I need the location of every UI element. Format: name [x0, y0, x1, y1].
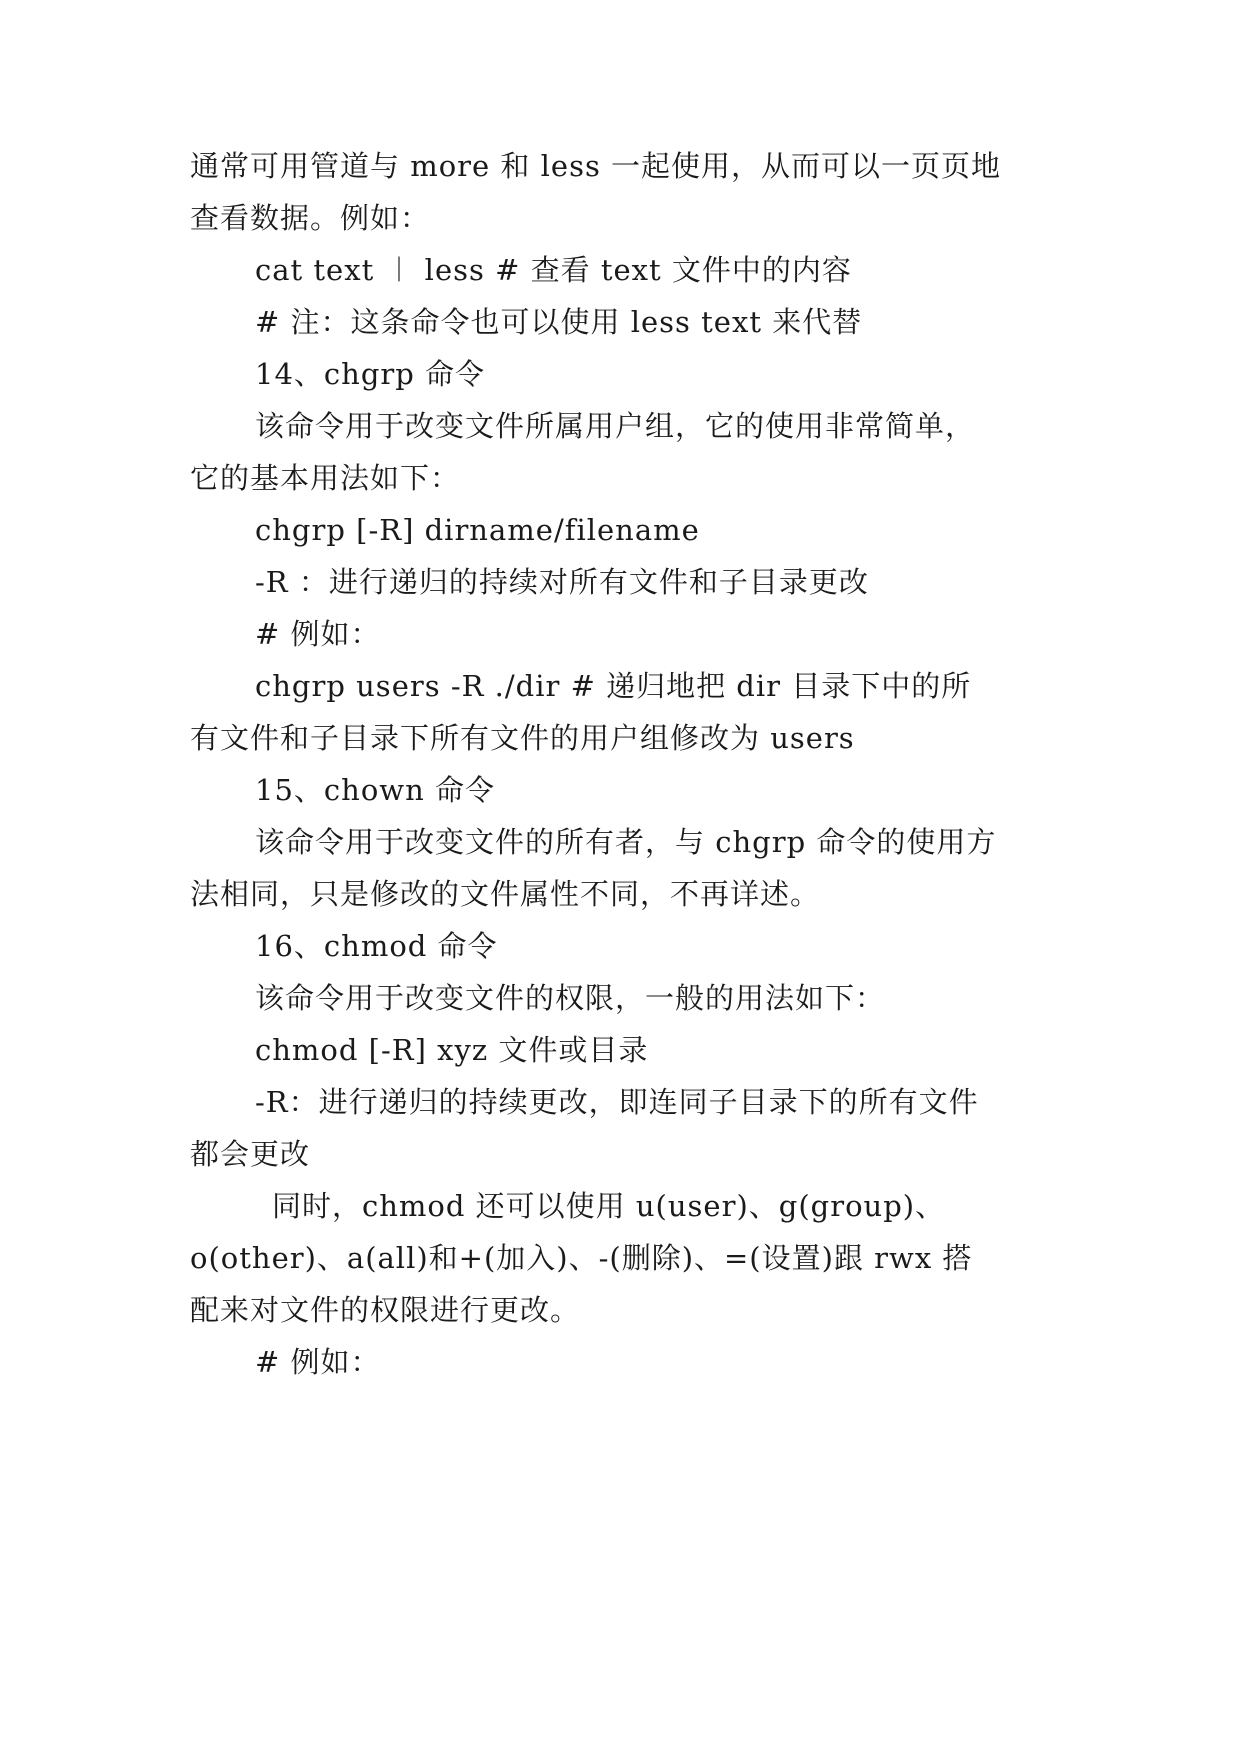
option-description: -R：进行递归的持续更改，即连同子目录下的所有文件: [255, 1085, 979, 1119]
paragraph-line: 它的基本用法如下：: [190, 461, 461, 495]
section-heading: 16、chmod 命令: [255, 929, 498, 963]
comment-line: # 例如：: [255, 617, 381, 651]
option-description: -R ：进行递归的持续对所有文件和子目录更改: [255, 565, 869, 599]
code-line: chgrp [-R] dirname/filename: [255, 513, 700, 547]
comment-line: # 注：这条命令也可以使用 less text 来代替: [255, 305, 863, 339]
paragraph-line: 该命令用于改变文件的所有者，与 chgrp 命令的使用方: [255, 825, 997, 859]
paragraph-line: 都会更改: [190, 1137, 311, 1171]
paragraph-line: 同时，chmod 还可以使用 u(user)、g(group)、: [272, 1189, 946, 1223]
section-heading: 15、chown 命令: [255, 773, 495, 807]
paragraph-line: 法相同，只是修改的文件属性不同，不再详述。: [190, 877, 821, 911]
paragraph-line: 配来对文件的权限进行更改。: [190, 1293, 581, 1327]
paragraph-line: o(other)、a(all)和+(加入)、-(删除)、=(设置)跟 rwx 搭: [190, 1241, 973, 1275]
code-line: chmod [-R] xyz 文件或目录: [255, 1033, 649, 1067]
paragraph-line: 通常可用管道与 more 和 less 一起使用，从而可以一页页地: [190, 149, 1002, 183]
code-line: cat text ︱ less # 查看 text 文件中的内容: [255, 253, 852, 287]
comment-line: # 例如：: [255, 1345, 381, 1379]
paragraph-line: 有文件和子目录下所有文件的用户组修改为 users: [190, 721, 855, 755]
paragraph-line: 查看数据。例如：: [190, 201, 431, 235]
paragraph-line: 该命令用于改变文件所属用户组，它的使用非常简单，: [255, 409, 976, 443]
paragraph-line: 该命令用于改变文件的权限，一般的用法如下：: [255, 981, 886, 1015]
section-heading: 14、chgrp 命令: [255, 357, 486, 391]
code-line: chgrp users -R ./dir # 递归地把 dir 目录下中的所: [255, 669, 972, 703]
